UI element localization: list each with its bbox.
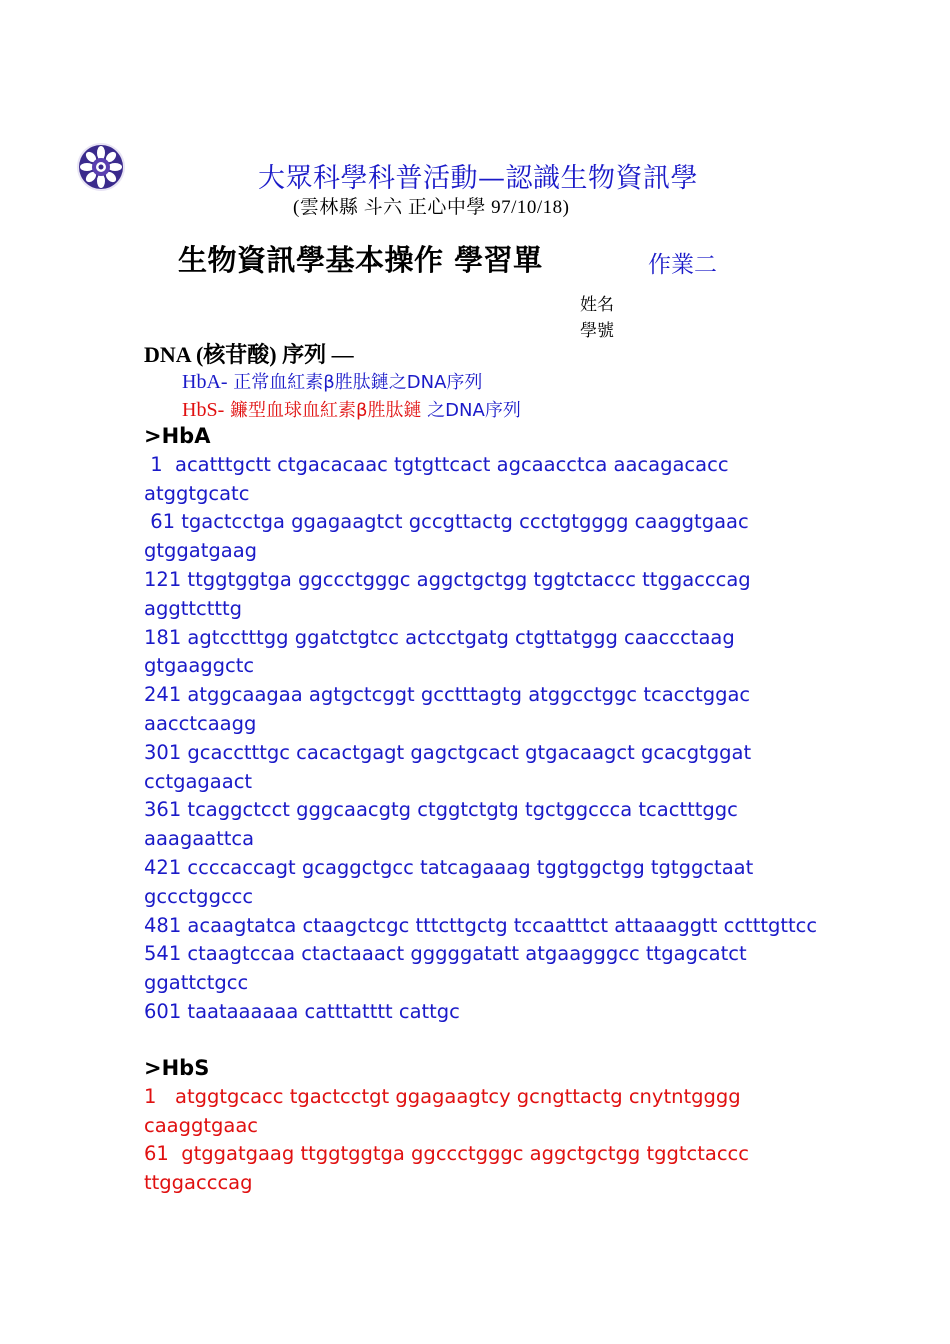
sequence-line: 601 taataaaaaa catttatttt cattgc bbox=[144, 999, 460, 1023]
sequence-line: 361 tcaggctcct gggcaacgtg ctggtctgtg tgctggccca tcactttggc aaagaattca bbox=[144, 798, 745, 851]
sequence-line: 1 acatttgctt ctgacacaac tgtgttcact agcaacctca aacagacacc atggtgcatc bbox=[144, 452, 735, 505]
hbs-sequence-block bbox=[144, 1054, 824, 1198]
sequence-line: 301 gcacctttgc cacactgagt gagctgcact gtgacaagct gcacgtggat cctgagaact bbox=[144, 740, 758, 793]
hba-sequence-block bbox=[144, 422, 824, 1027]
hbs-description-tail: 之DNA序列 bbox=[421, 400, 521, 421]
event-title: 大眾科學科普活動—認識生物資訊學 bbox=[258, 163, 698, 194]
hba-description bbox=[182, 368, 482, 394]
hbs-sequence-header: >HbS bbox=[144, 1056, 210, 1080]
student-id-label: 學號 bbox=[580, 321, 614, 341]
sequence-line: 541 ctaagtccaa ctactaaact gggggatatt atgaagggcc ttgagcatct ggattctgcc bbox=[144, 942, 753, 995]
sequence-line: 61 gtggatgaag ttggtggtga ggccctgggc aggctgctgg tggtctaccc ttggacccag bbox=[144, 1142, 756, 1195]
worksheet-title: 生物資訊學基本操作 學習單 bbox=[178, 243, 543, 277]
hbs-code: HbS- bbox=[182, 399, 225, 421]
hba-sequence-header: >HbA bbox=[144, 424, 211, 448]
sequence-line: 121 ttggtggtga ggccctgggc aggctgctgg tggtctaccc ttggacccag aggttctttg bbox=[144, 567, 757, 620]
hbs-description bbox=[182, 396, 521, 422]
sequence-line: 481 acaagtatca ctaagctcgc tttcttgctg tccaatttct attaaaggtt cctttgttcc bbox=[144, 913, 818, 937]
event-location-date: (雲林縣 斗六 正心中學 97/10/18) bbox=[293, 197, 570, 218]
hba-description-text: 正常血紅素β胜肽鏈之DNA序列 bbox=[227, 372, 483, 393]
sequence-line: 241 atggcaagaa agtgctcggt gcctttagtg atggcctggc tcacctggac aacctcaagg bbox=[144, 683, 757, 735]
assignment-label: 作業二 bbox=[648, 252, 717, 278]
sequence-line: 181 agtcctttgg ggatctgtcc actcctgatg ctgttatggg caaccctaag gtgaaggctc bbox=[144, 625, 741, 678]
hbs-description-text: 鐮型血球血紅素β胜肽鏈 bbox=[224, 400, 422, 421]
sequence-line: 421 ccccaccagt gcaggctgcc tatcagaaag tggtggctgg tgtggctaat gccctggccc bbox=[144, 855, 760, 908]
hba-code: HbA- bbox=[182, 371, 228, 393]
sequence-line: 61 tgactcctga ggagaagtct gccgttactg ccctgtgggg caaggtgaac gtggatgaag bbox=[144, 510, 755, 563]
school-emblem-icon bbox=[76, 142, 126, 192]
dna-sequence-heading: DNA (核苷酸) 序列 — bbox=[144, 342, 354, 367]
sequence-line: 1 atggtgcacc tgactcctgt ggagaagtcy gcngttactg cnytntgggg caaggtgaac bbox=[144, 1084, 747, 1137]
name-label: 姓名 bbox=[580, 295, 614, 315]
